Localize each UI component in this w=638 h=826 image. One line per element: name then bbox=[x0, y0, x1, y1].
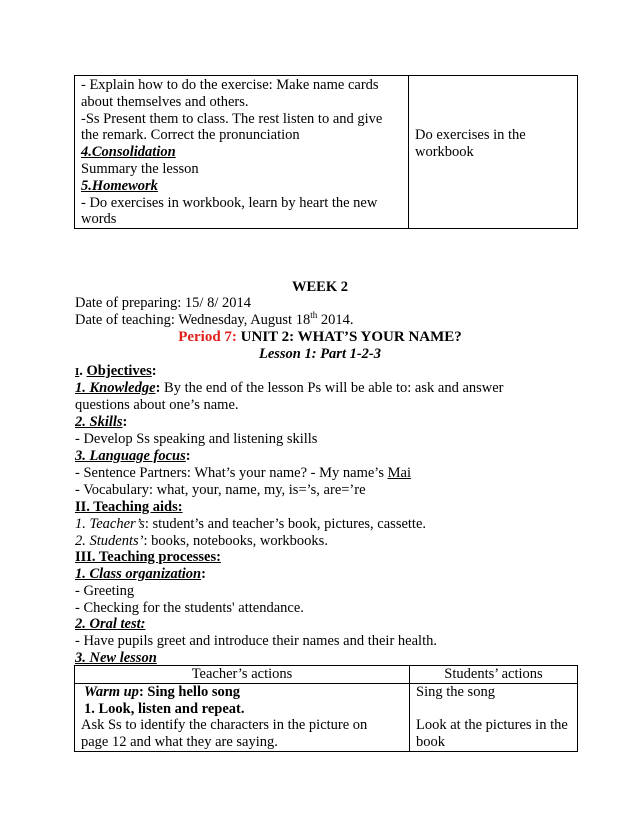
text-line: Do exercises in the bbox=[415, 127, 526, 143]
oral-test-text: - Have pupils greet and introduce their names and their health. bbox=[75, 633, 437, 649]
teacher-aids-label: 1. Teacher’s bbox=[75, 516, 145, 532]
text-line: words bbox=[81, 211, 117, 228]
date-teaching-text: Date of teaching: Wednesday, August 18 bbox=[75, 312, 311, 328]
header-teacher: Teacher’s actions bbox=[75, 666, 410, 684]
step1-line: 1. Look, listen and repeat. bbox=[84, 700, 245, 717]
knowledge-text: By the end of the lesson Ps will be able to: ask and answer bbox=[160, 380, 504, 396]
language-label: 3. Language focus bbox=[75, 448, 186, 464]
date-teaching bbox=[75, 312, 353, 329]
objectives-heading bbox=[75, 363, 157, 381]
warmup-text: : Sing hello song bbox=[138, 683, 241, 700]
sentence-line bbox=[75, 465, 411, 482]
skills-text: - Develop Ss speaking and listening skills bbox=[75, 431, 318, 447]
sing-line: Sing the song bbox=[416, 683, 495, 700]
text-line: workbook bbox=[415, 143, 474, 160]
objectives-label: Objectives bbox=[86, 363, 152, 379]
new-lesson-table bbox=[74, 665, 578, 752]
date-suffix: th bbox=[310, 310, 318, 321]
students-aids-text: : books, notebooks, workbooks. bbox=[143, 533, 328, 549]
date-year: 2014. bbox=[317, 312, 354, 328]
lesson-title: Lesson 1: Part 1-2-3 bbox=[258, 346, 382, 362]
top-lesson-table bbox=[74, 75, 578, 229]
warmup-label: Warm up bbox=[84, 683, 139, 700]
language-colon: : bbox=[185, 448, 191, 464]
knowledge-label: 1. Knowledge bbox=[75, 380, 156, 396]
skills-colon: : bbox=[122, 414, 128, 430]
skills-label: 2. Skills bbox=[75, 414, 123, 430]
objectives-dot: . bbox=[79, 363, 87, 379]
aids-heading: II. Teaching aids: bbox=[75, 499, 183, 515]
week-heading: WEEK 2 bbox=[292, 279, 348, 295]
objectives-num: I bbox=[75, 366, 80, 378]
processes-heading: III. Teaching processes: bbox=[75, 549, 221, 565]
unit-title: UNIT 2: WHAT’S YOUR NAME? bbox=[236, 329, 462, 345]
students-actions-cell bbox=[410, 683, 578, 751]
consolidation-heading: 4.Consolidation bbox=[81, 144, 176, 161]
text-line: - Do exercises in workbook, learn by heart the new bbox=[81, 194, 378, 211]
students-aids-label: 2. Students’ bbox=[75, 533, 144, 549]
greeting-line: - Greeting bbox=[75, 583, 135, 599]
period-label: Period 7: bbox=[178, 329, 237, 345]
teacher-actions-cell bbox=[75, 76, 409, 229]
homework-heading: 5.Homework bbox=[81, 177, 158, 194]
ask-line: page 12 and what they are saying. bbox=[81, 734, 278, 751]
text-line: Summary the lesson bbox=[81, 160, 199, 177]
objectives-colon: : bbox=[151, 363, 157, 379]
knowledge-colon: : bbox=[155, 380, 161, 396]
text-line: the remark. Correct the pronunciation bbox=[81, 127, 300, 144]
class-org-heading bbox=[75, 566, 206, 583]
knowledge-text-2: questions about one’s name. bbox=[75, 397, 239, 413]
students-actions-cell bbox=[409, 76, 578, 229]
skills-heading bbox=[75, 414, 127, 431]
attendance-line: - Checking for the students' attendance. bbox=[75, 600, 304, 616]
blank-line bbox=[416, 701, 571, 718]
warmup-line bbox=[81, 684, 403, 701]
class-org-label: 1. Class organization bbox=[75, 566, 202, 582]
oral-test-heading: 2. Oral test: bbox=[75, 616, 146, 632]
vocab-line: - Vocabulary: what, your, name, my, is=’s, are=’re bbox=[75, 482, 366, 498]
date-preparing: Date of preparing: 15/ 8/ 2014 bbox=[75, 295, 251, 311]
text-line: about themselves and others. bbox=[81, 93, 249, 110]
language-heading bbox=[75, 448, 191, 465]
students-aids bbox=[75, 533, 328, 550]
header-students: Students’ actions bbox=[410, 666, 578, 684]
text-line: - Explain how to do the exercise: Make name cards bbox=[81, 77, 379, 93]
teacher-aids bbox=[75, 516, 426, 533]
period-title bbox=[75, 329, 565, 346]
new-lesson-heading: 3. New lesson bbox=[75, 650, 157, 666]
ask-line: Ask Ss to identify the characters in the picture on bbox=[81, 717, 368, 734]
knowledge-line bbox=[75, 380, 563, 397]
look-line: book bbox=[416, 734, 445, 751]
class-org-colon: : bbox=[201, 566, 206, 582]
text-line: -Ss Present them to class. The rest listen to and give bbox=[81, 110, 383, 127]
sentence-name: Mai bbox=[387, 465, 411, 481]
teacher-actions-cell bbox=[75, 683, 410, 751]
teacher-aids-text: : student’s and teacher’s book, pictures, cassette. bbox=[144, 516, 427, 532]
look-line: Look at the pictures in the bbox=[416, 717, 568, 734]
sentence-text: - Sentence Partners: What’s your name? - My name’s bbox=[75, 465, 388, 481]
